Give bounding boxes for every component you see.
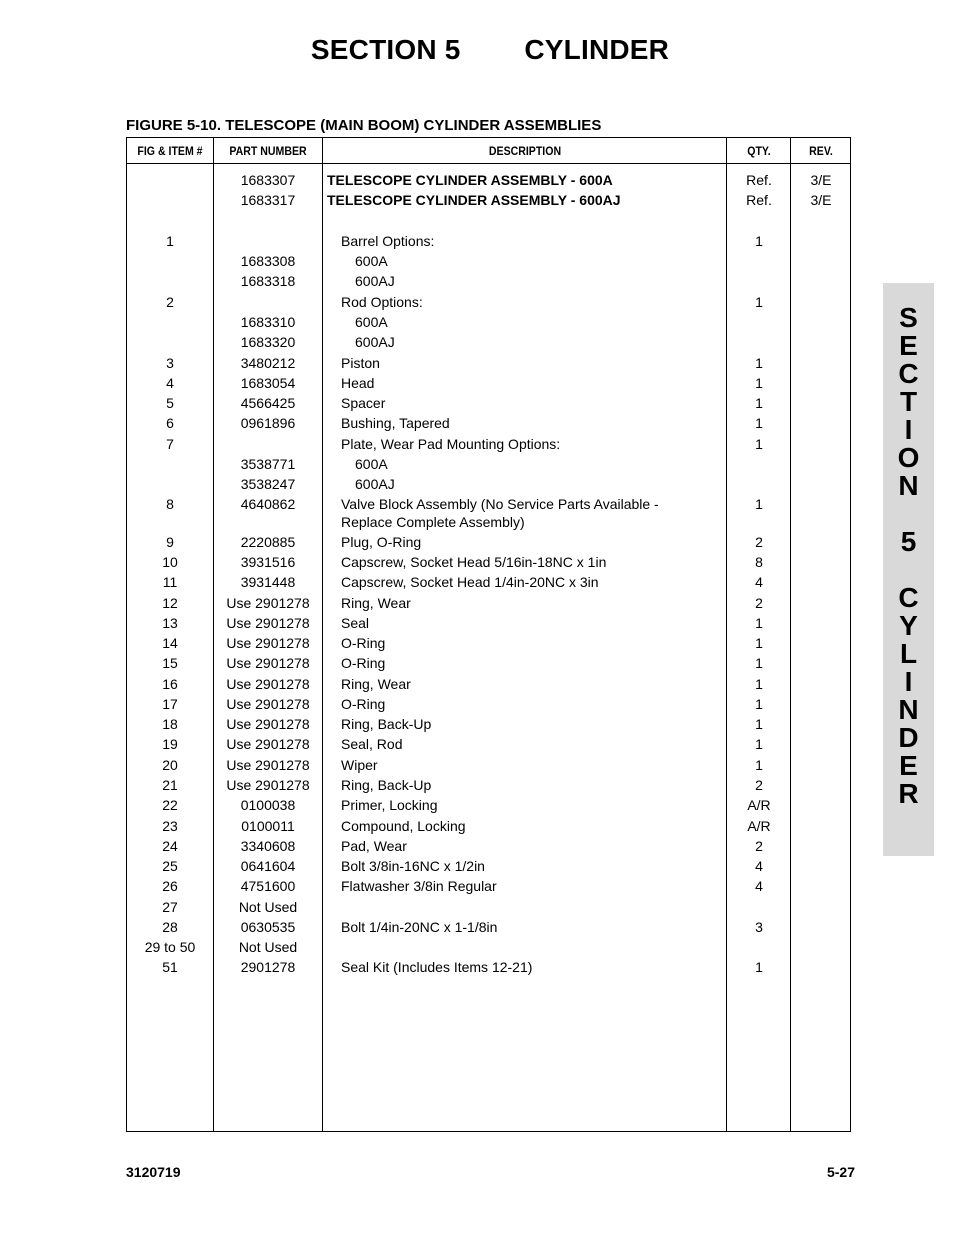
side-tab-letter: Y (899, 610, 918, 641)
col-header-qty: QTY. (747, 144, 771, 158)
part-number: Use 2901278 (226, 736, 310, 752)
col-header-rev: REV. (809, 144, 833, 158)
part-number: 1683054 (240, 375, 296, 391)
description: Bushing, Tapered (341, 415, 450, 431)
quantity: 2 (755, 534, 763, 550)
side-tab-letter: L (899, 638, 918, 669)
side-tab-letter: 5 (900, 526, 917, 557)
description: 600AJ (355, 334, 395, 350)
description: Rod Options: (341, 294, 423, 310)
item-number: 9 (166, 534, 174, 550)
description: Primer, Locking (341, 797, 438, 813)
description: 600AJ (355, 273, 395, 289)
part-number: 1683307 (240, 172, 296, 188)
part-number: 4751600 (240, 878, 296, 894)
quantity: 4 (755, 574, 763, 590)
quantity: 1 (755, 294, 763, 310)
part-number: 1683318 (240, 273, 296, 289)
part-number: 4566425 (240, 395, 296, 411)
quantity: A/R (747, 818, 771, 834)
description: Ring, Wear (341, 595, 411, 611)
description: Wiper (341, 757, 378, 773)
description: Piston (341, 355, 380, 371)
part-number: Use 2901278 (226, 757, 310, 773)
quantity: 2 (755, 595, 763, 611)
description: Plate, Wear Pad Mounting Options: (341, 436, 561, 452)
item-number: 51 (162, 959, 178, 975)
item-number: 16 (162, 676, 178, 692)
part-number: Use 2901278 (226, 716, 310, 732)
quantity: 1 (755, 436, 763, 452)
quantity: 1 (755, 716, 763, 732)
description: TELESCOPE CYLINDER ASSEMBLY - 600A (327, 172, 613, 188)
quantity: 1 (755, 615, 763, 631)
item-number: 2 (166, 294, 174, 310)
description: Pad, Wear (341, 838, 407, 854)
description: TELESCOPE CYLINDER ASSEMBLY - 600AJ (327, 192, 621, 208)
item-number: 21 (162, 777, 178, 793)
column-divider (322, 138, 323, 1131)
description: Ring, Wear (341, 676, 411, 692)
part-number: 3538771 (240, 456, 296, 472)
description: Seal Kit (Includes Items 12-21) (341, 959, 533, 975)
quantity: 8 (755, 554, 763, 570)
item-number: 14 (162, 635, 178, 651)
description: Compound, Locking (341, 818, 466, 834)
description: 600A (355, 253, 388, 269)
item-number: 26 (162, 878, 178, 894)
part-number: Use 2901278 (226, 676, 310, 692)
description: Ring, Back-Up (341, 716, 432, 732)
part-number: 2220885 (240, 534, 296, 550)
parts-table (126, 137, 851, 1132)
description: O-Ring (341, 655, 386, 671)
description: Head (341, 375, 375, 391)
col-header-part: PART NUMBER (229, 144, 307, 158)
part-number: 3931448 (240, 574, 296, 590)
col-header-item: FIG & ITEM # (137, 144, 203, 158)
revision: 3/E (810, 192, 832, 208)
page-title (0, 34, 954, 66)
side-tab-letter: O (897, 442, 920, 473)
part-number: Use 2901278 (226, 595, 310, 611)
quantity: 1 (755, 496, 763, 512)
part-number: 1683308 (240, 253, 296, 269)
description: 600A (355, 314, 388, 330)
part-number: 0630535 (240, 919, 296, 935)
quantity: 1 (755, 415, 763, 431)
item-number: 3 (166, 355, 174, 371)
quantity: Ref. (746, 192, 772, 208)
description: Capscrew, Socket Head 5/16in-18NC x 1in (341, 554, 607, 570)
part-number: Use 2901278 (226, 615, 310, 631)
part-number: 0961896 (240, 415, 296, 431)
page-number: 5-27 (826, 1164, 855, 1180)
description: Seal (341, 615, 370, 631)
part-number: 1683320 (240, 334, 296, 350)
side-tab-letter: E (899, 330, 918, 361)
part-number: 3340608 (240, 838, 296, 854)
side-tab-letter: C (898, 582, 919, 613)
item-number: 10 (162, 554, 178, 570)
item-number: 23 (162, 818, 178, 834)
quantity: 1 (755, 676, 763, 692)
item-number: 1 (166, 233, 174, 249)
quantity: 1 (755, 736, 763, 752)
description: Capscrew, Socket Head 1/4in-20NC x 3in (341, 574, 599, 590)
quantity: 2 (755, 777, 763, 793)
description: Flatwasher 3/8in Regular (341, 878, 497, 894)
quantity: 1 (755, 395, 763, 411)
quantity: 2 (755, 838, 763, 854)
side-tab-letter: R (898, 778, 919, 809)
description: O-Ring (341, 696, 386, 712)
description: Plug, O-Ring (341, 534, 422, 550)
document-number: 3120719 (126, 1164, 181, 1180)
item-number: 27 (162, 899, 178, 915)
item-number: 28 (162, 919, 178, 935)
item-number: 8 (166, 496, 174, 512)
side-tab-letter: I (904, 666, 913, 697)
quantity: 1 (755, 635, 763, 651)
part-number: 3480212 (240, 355, 296, 371)
part-number: Not Used (238, 899, 298, 915)
side-tab-letter: S (899, 302, 918, 333)
part-number: Use 2901278 (226, 777, 310, 793)
part-number: 3538247 (240, 476, 296, 492)
description: Bolt 3/8in-16NC x 1/2in (341, 858, 485, 874)
revision: 3/E (810, 172, 832, 188)
quantity: 1 (755, 696, 763, 712)
side-tab-letter: T (899, 386, 918, 417)
item-number: 15 (162, 655, 178, 671)
quantity: 1 (755, 355, 763, 371)
item-number: 22 (162, 797, 178, 813)
item-number: 7 (166, 436, 174, 452)
section-side-tab (883, 283, 934, 856)
part-number: 1683310 (240, 314, 296, 330)
description: 600AJ (355, 476, 395, 492)
description: Barrel Options: (341, 233, 435, 249)
description: Bolt 1/4in-20NC x 1-1/8in (341, 919, 498, 935)
description: 600A (355, 456, 388, 472)
col-header-description: DESCRIPTION (488, 144, 562, 158)
quantity: 1 (755, 959, 763, 975)
side-tab-letter: N (898, 694, 919, 725)
figure-title: FIGURE 5-10. TELESCOPE (MAIN BOOM) CYLINDER ASSEMBLIES (126, 117, 602, 134)
part-number: 0100038 (240, 797, 296, 813)
item-number: 6 (166, 415, 174, 431)
side-tab-letter: E (899, 750, 918, 781)
item-number: 4 (166, 375, 174, 391)
section-number: SECTION 5 (310, 34, 461, 65)
part-number: Use 2901278 (226, 635, 310, 651)
description: Ring, Back-Up (341, 777, 432, 793)
item-number: 24 (162, 838, 178, 854)
part-number: Not Used (238, 939, 298, 955)
description: Valve Block Assembly (No Service Parts Available - (341, 496, 659, 512)
item-number: 18 (162, 716, 178, 732)
quantity: 4 (755, 878, 763, 894)
description: Seal, Rod (341, 736, 403, 752)
description: O-Ring (341, 635, 386, 651)
part-number: Use 2901278 (226, 696, 310, 712)
item-number: 13 (162, 615, 178, 631)
part-number: Use 2901278 (226, 655, 310, 671)
item-number: 19 (162, 736, 178, 752)
quantity: Ref. (746, 172, 772, 188)
item-number: 5 (166, 395, 174, 411)
part-number: 3931516 (240, 554, 296, 570)
item-number: 29 to 50 (144, 939, 196, 955)
part-number: 4640862 (240, 496, 296, 512)
part-number: 0100011 (241, 818, 295, 834)
part-number: 1683317 (240, 192, 296, 208)
quantity: A/R (747, 797, 771, 813)
description: Spacer (341, 395, 386, 411)
quantity: 3 (755, 919, 763, 935)
quantity: 1 (755, 757, 763, 773)
item-number: 12 (162, 595, 178, 611)
side-tab-letter: C (898, 358, 919, 389)
item-number: 25 (162, 858, 178, 874)
section-name: CYLINDER (524, 34, 670, 65)
side-tab-letter: N (898, 470, 919, 501)
side-tab-letter: I (904, 414, 913, 445)
item-number: 11 (162, 574, 178, 590)
item-number: 20 (162, 757, 178, 773)
part-number: 2901278 (240, 959, 296, 975)
part-number: 0641604 (240, 858, 296, 874)
quantity: 1 (755, 233, 763, 249)
quantity: 1 (755, 375, 763, 391)
quantity: 4 (755, 858, 763, 874)
description-continued: Replace Complete Assembly) (341, 514, 525, 530)
quantity: 1 (755, 655, 763, 671)
table-header (127, 138, 850, 164)
side-tab-letter: D (898, 722, 919, 753)
item-number: 17 (162, 696, 178, 712)
